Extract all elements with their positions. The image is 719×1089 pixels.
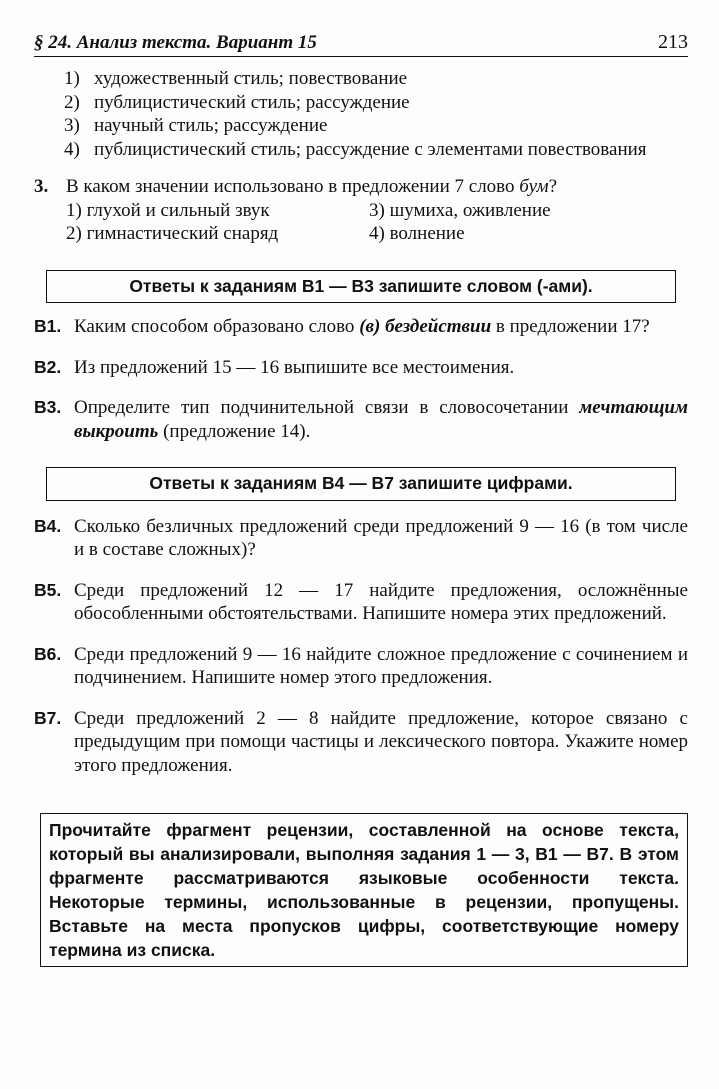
task-text: Среди предложений 12 — 17 найдите предложения, осложнённые обособленными обстоятельствами. Напишите номера этих предложений. [74,579,688,624]
question-text-end: ? [548,176,558,197]
question-body [66,175,688,246]
option-item: 3) шумиха, оживление [369,199,551,221]
task-b3 [34,396,688,443]
option-item [34,67,688,91]
task-label: В6. [34,643,62,664]
task-text-start: Каким способом образовано слово [74,316,360,337]
task-text: Среди предложений 2 — 8 найдите предложение, которое связано с предыдущим при помощи частицы и лексического повтора. Укажите номер этого предложения. [74,707,688,776]
instruction-box-b1-b3: Ответы к заданиям В1 — В3 запишите словом (-ами). [46,270,676,304]
task-b6 [34,643,688,690]
review-instruction-box: Прочитайте фрагмент рецензии, составленной на основе текста, который вы анализировали, выполняя задания 1 — 3, В1 — В7. В этом фрагменте рассматриваются языковые особенности текста. Некоторые термины, использованные в рецензии, пропущены. Вставьте на места пропусков цифры, соответствующие номеру термина из списка. [40,813,688,967]
task-label: В7. [34,707,62,728]
task-b1 [34,315,688,339]
instruction-box-b4-b7: Ответы к заданиям В4 — В7 запишите цифрами. [46,467,676,501]
task-b7 [34,707,688,778]
question-number: 3. [34,176,49,197]
task-word: (в) бездействии [359,316,492,337]
option-text: научный стиль; рассуждение [94,115,328,136]
option-text: художественный стиль; повествование [94,68,408,89]
page-number: 213 [658,30,688,53]
task-text: Сколько безличных предложений среди предложений 9 — 16 (в том числе и в составе сложных)? [74,515,688,560]
task-text: Из предложений 15 — 16 выпишите все местоимения. [74,356,515,378]
option-text: публицистический стиль; рассуждение [94,91,410,113]
question-3 [34,175,688,246]
option-number: 2) [64,91,80,113]
task-b2 [34,356,688,380]
task-label: В5. [34,579,62,600]
task-label: В2. [34,356,62,377]
task-text [74,396,688,443]
question-word: бум [519,176,549,197]
page-header [34,30,688,57]
task-text: Среди предложений 9 — 16 найдите сложное предложение с сочинением и подчинением. Напишите номер этого предложения. [74,643,688,688]
section-title: § 24. Анализ текста. Вариант 15 [34,31,317,53]
question-text-start: В каком значении использовано в предложении 7 слово [66,176,520,197]
option-number: 4) [64,138,80,160]
task-label: В3. [34,397,62,417]
option-item: 1) глухой и сильный звук [66,199,270,221]
question-2-options [34,67,688,161]
option-text: публицистический стиль; рассуждение с элементами повествования [94,138,647,160]
task-word: мечтающим выкроить [74,397,688,442]
option-item: 2) гимнастический снаряд [66,223,279,244]
task-label: В4. [34,515,62,536]
option-item [34,91,688,115]
task-text-end: в предложении 17? [491,316,650,337]
task-label: В1. [34,316,62,336]
option-number: 3) [64,115,80,136]
task-b5 [34,579,688,626]
option-item: 4) волнение [369,223,465,244]
question-3-options [66,199,688,246]
option-number: 1) [64,68,80,89]
page [34,30,688,967]
task-text-start: Определите тип подчинительной связи в словосочетании [74,397,580,418]
option-item [34,138,688,162]
question-text [66,175,688,199]
task-text [74,315,688,339]
option-item [34,114,688,138]
task-text-end: (предложение 14). [158,420,311,442]
task-b4 [34,515,688,562]
